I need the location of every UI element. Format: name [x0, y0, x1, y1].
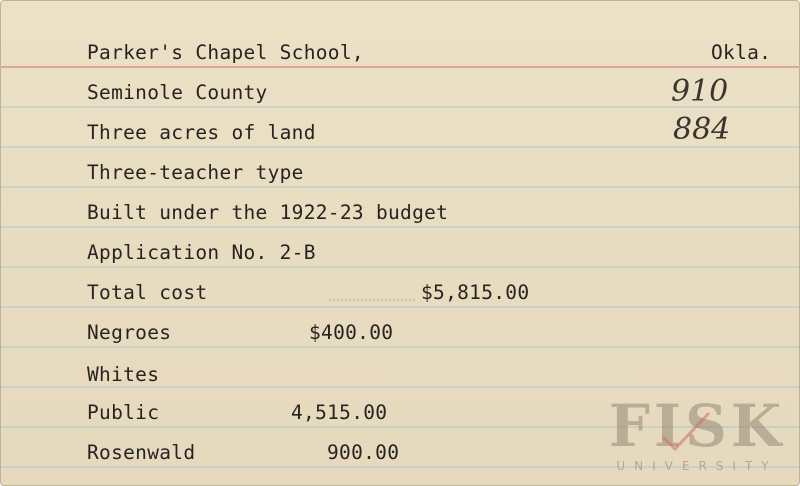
rosenwald-label: Rosenwald: [87, 441, 196, 464]
rosenwald-amount: 900.00: [327, 441, 400, 464]
public-label: Public: [87, 401, 160, 424]
type-line: Three-teacher type: [87, 161, 304, 184]
dot-leader: [329, 299, 415, 301]
checkmark-icon: [657, 407, 717, 457]
public-amount: 4,515.00: [291, 401, 388, 424]
land-line: Three acres of land: [87, 121, 316, 144]
handwritten-number-lower: 884: [673, 112, 731, 147]
whites-label: Whites: [87, 363, 160, 386]
negroes-amount: $400.00: [309, 321, 394, 344]
application-line: Application No. 2-B: [87, 241, 316, 264]
fisk-university-logo: [597, 392, 797, 481]
school-name-line: Parker's Chapel School,: [87, 41, 364, 64]
total-cost-amount: $5,815.00: [421, 281, 530, 304]
state-abbrev: Okla.: [711, 41, 772, 64]
budget-line: Built under the 1922-23 budget: [87, 201, 449, 224]
handwritten-number-upper: 910: [671, 74, 729, 109]
county-line: Seminole County: [87, 81, 268, 104]
total-cost-label: Total cost: [87, 281, 208, 304]
logo-subtitle: UNIVERSITY: [616, 459, 778, 473]
logo-wordmark: FISK: [608, 392, 786, 460]
negroes-label: Negroes: [87, 321, 172, 344]
